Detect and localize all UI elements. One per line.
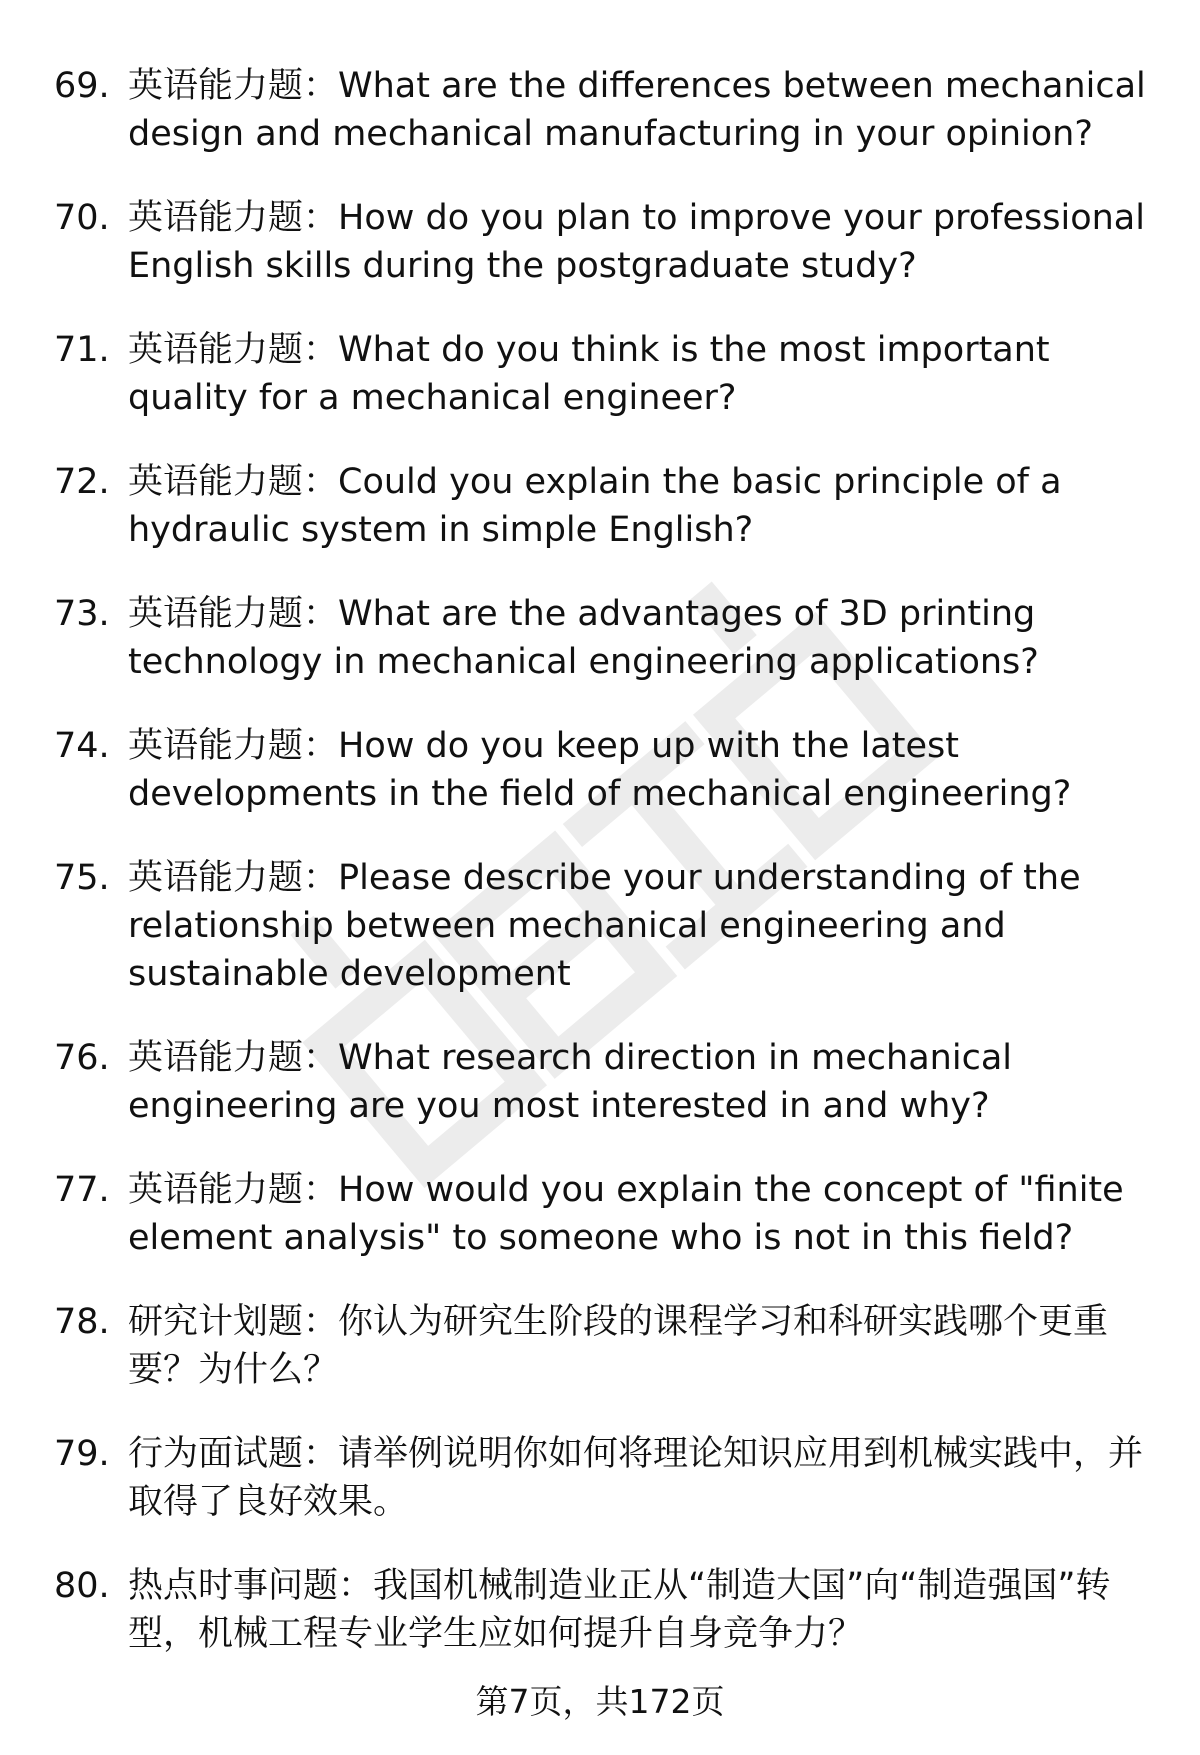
question-number: 78. xyxy=(54,1302,110,1342)
question-body: How do you plan to improve your professional English skills during the postgraduate study? xyxy=(128,198,1145,286)
question-text-block xyxy=(128,1430,1164,1526)
question-item xyxy=(0,1298,1200,1394)
question-number: 75. xyxy=(54,858,110,898)
question-body: How would you explain the concept of "finite element analysis" to someone who is not in this field? xyxy=(128,1170,1124,1258)
question-text-block xyxy=(128,722,1164,818)
question-item xyxy=(0,326,1200,422)
question-item xyxy=(0,1562,1200,1658)
question-category: 英语能力题： xyxy=(128,462,339,502)
question-category: 热点时事问题： xyxy=(128,1566,374,1606)
question-category: 英语能力题： xyxy=(128,198,339,238)
question-text-block xyxy=(128,1166,1164,1262)
question-item xyxy=(0,854,1200,998)
question-number: 79. xyxy=(54,1434,110,1474)
question-item xyxy=(0,458,1200,554)
question-number: 74. xyxy=(54,726,110,766)
question-body: What are the advantages of 3D printing technology in mechanical engineering applications? xyxy=(128,594,1039,682)
question-text-block xyxy=(128,1298,1164,1394)
question-category: 英语能力题： xyxy=(128,1038,339,1078)
question-body: 你认为研究生阶段的课程学习和科研实践哪个更重要？为什么？ xyxy=(128,1302,1109,1390)
question-body: 我国机械制造业正从“制造大国”向“制造强国”转型，机械工程专业学生应如何提升自身竞争力？ xyxy=(128,1566,1111,1654)
question-text-block xyxy=(128,62,1164,158)
question-number: 77. xyxy=(54,1170,110,1210)
question-category: 英语能力题： xyxy=(128,858,339,898)
question-text-block xyxy=(128,1034,1164,1130)
question-item xyxy=(0,62,1200,158)
question-category: 英语能力题： xyxy=(128,330,339,370)
question-number: 71. xyxy=(54,330,110,370)
question-text-block xyxy=(128,326,1164,422)
question-item xyxy=(0,722,1200,818)
question-body: 请举例说明你如何将理论知识应用到机械实践中，并取得了良好效果。 xyxy=(128,1434,1144,1522)
question-category: 行为面试题： xyxy=(128,1434,339,1474)
question-body: What are the differences between mechanical design and mechanical manufacturing in your opinion? xyxy=(128,66,1146,154)
page-number-footer: 第7页，共172页 xyxy=(475,1682,725,1721)
question-category: 英语能力题： xyxy=(128,594,339,634)
question-number: 69. xyxy=(54,66,110,106)
question-number: 73. xyxy=(54,594,110,634)
question-item xyxy=(0,1034,1200,1130)
question-text-block xyxy=(128,458,1164,554)
question-number: 80. xyxy=(54,1566,110,1606)
question-body: Could you explain the basic principle of a hydraulic system in simple English? xyxy=(128,462,1062,550)
question-body: How do you keep up with the latest developments in the field of mechanical engineering? xyxy=(128,726,1072,814)
question-body: What research direction in mechanical engineering are you most interested in and why? xyxy=(128,1038,1013,1126)
question-number: 72. xyxy=(54,462,110,502)
question-text-block xyxy=(128,1562,1164,1658)
question-item xyxy=(0,590,1200,686)
question-text-block xyxy=(128,854,1164,998)
question-number: 70. xyxy=(54,198,110,238)
question-body: Please describe your understanding of the relationship between mechanical engineering and sustainable development xyxy=(128,858,1081,994)
question-category: 研究计划题： xyxy=(128,1302,339,1342)
question-item xyxy=(0,1430,1200,1526)
question-category: 英语能力题： xyxy=(128,726,339,766)
question-text-block xyxy=(128,590,1164,686)
question-category: 英语能力题： xyxy=(128,1170,339,1210)
question-text-block xyxy=(128,194,1164,290)
question-item xyxy=(0,194,1200,290)
question-body: What do you think is the most important quality for a mechanical engineer? xyxy=(128,330,1050,418)
question-category: 英语能力题： xyxy=(128,66,339,106)
question-item xyxy=(0,1166,1200,1262)
question-number: 76. xyxy=(54,1038,110,1078)
question-list xyxy=(0,62,1200,1694)
